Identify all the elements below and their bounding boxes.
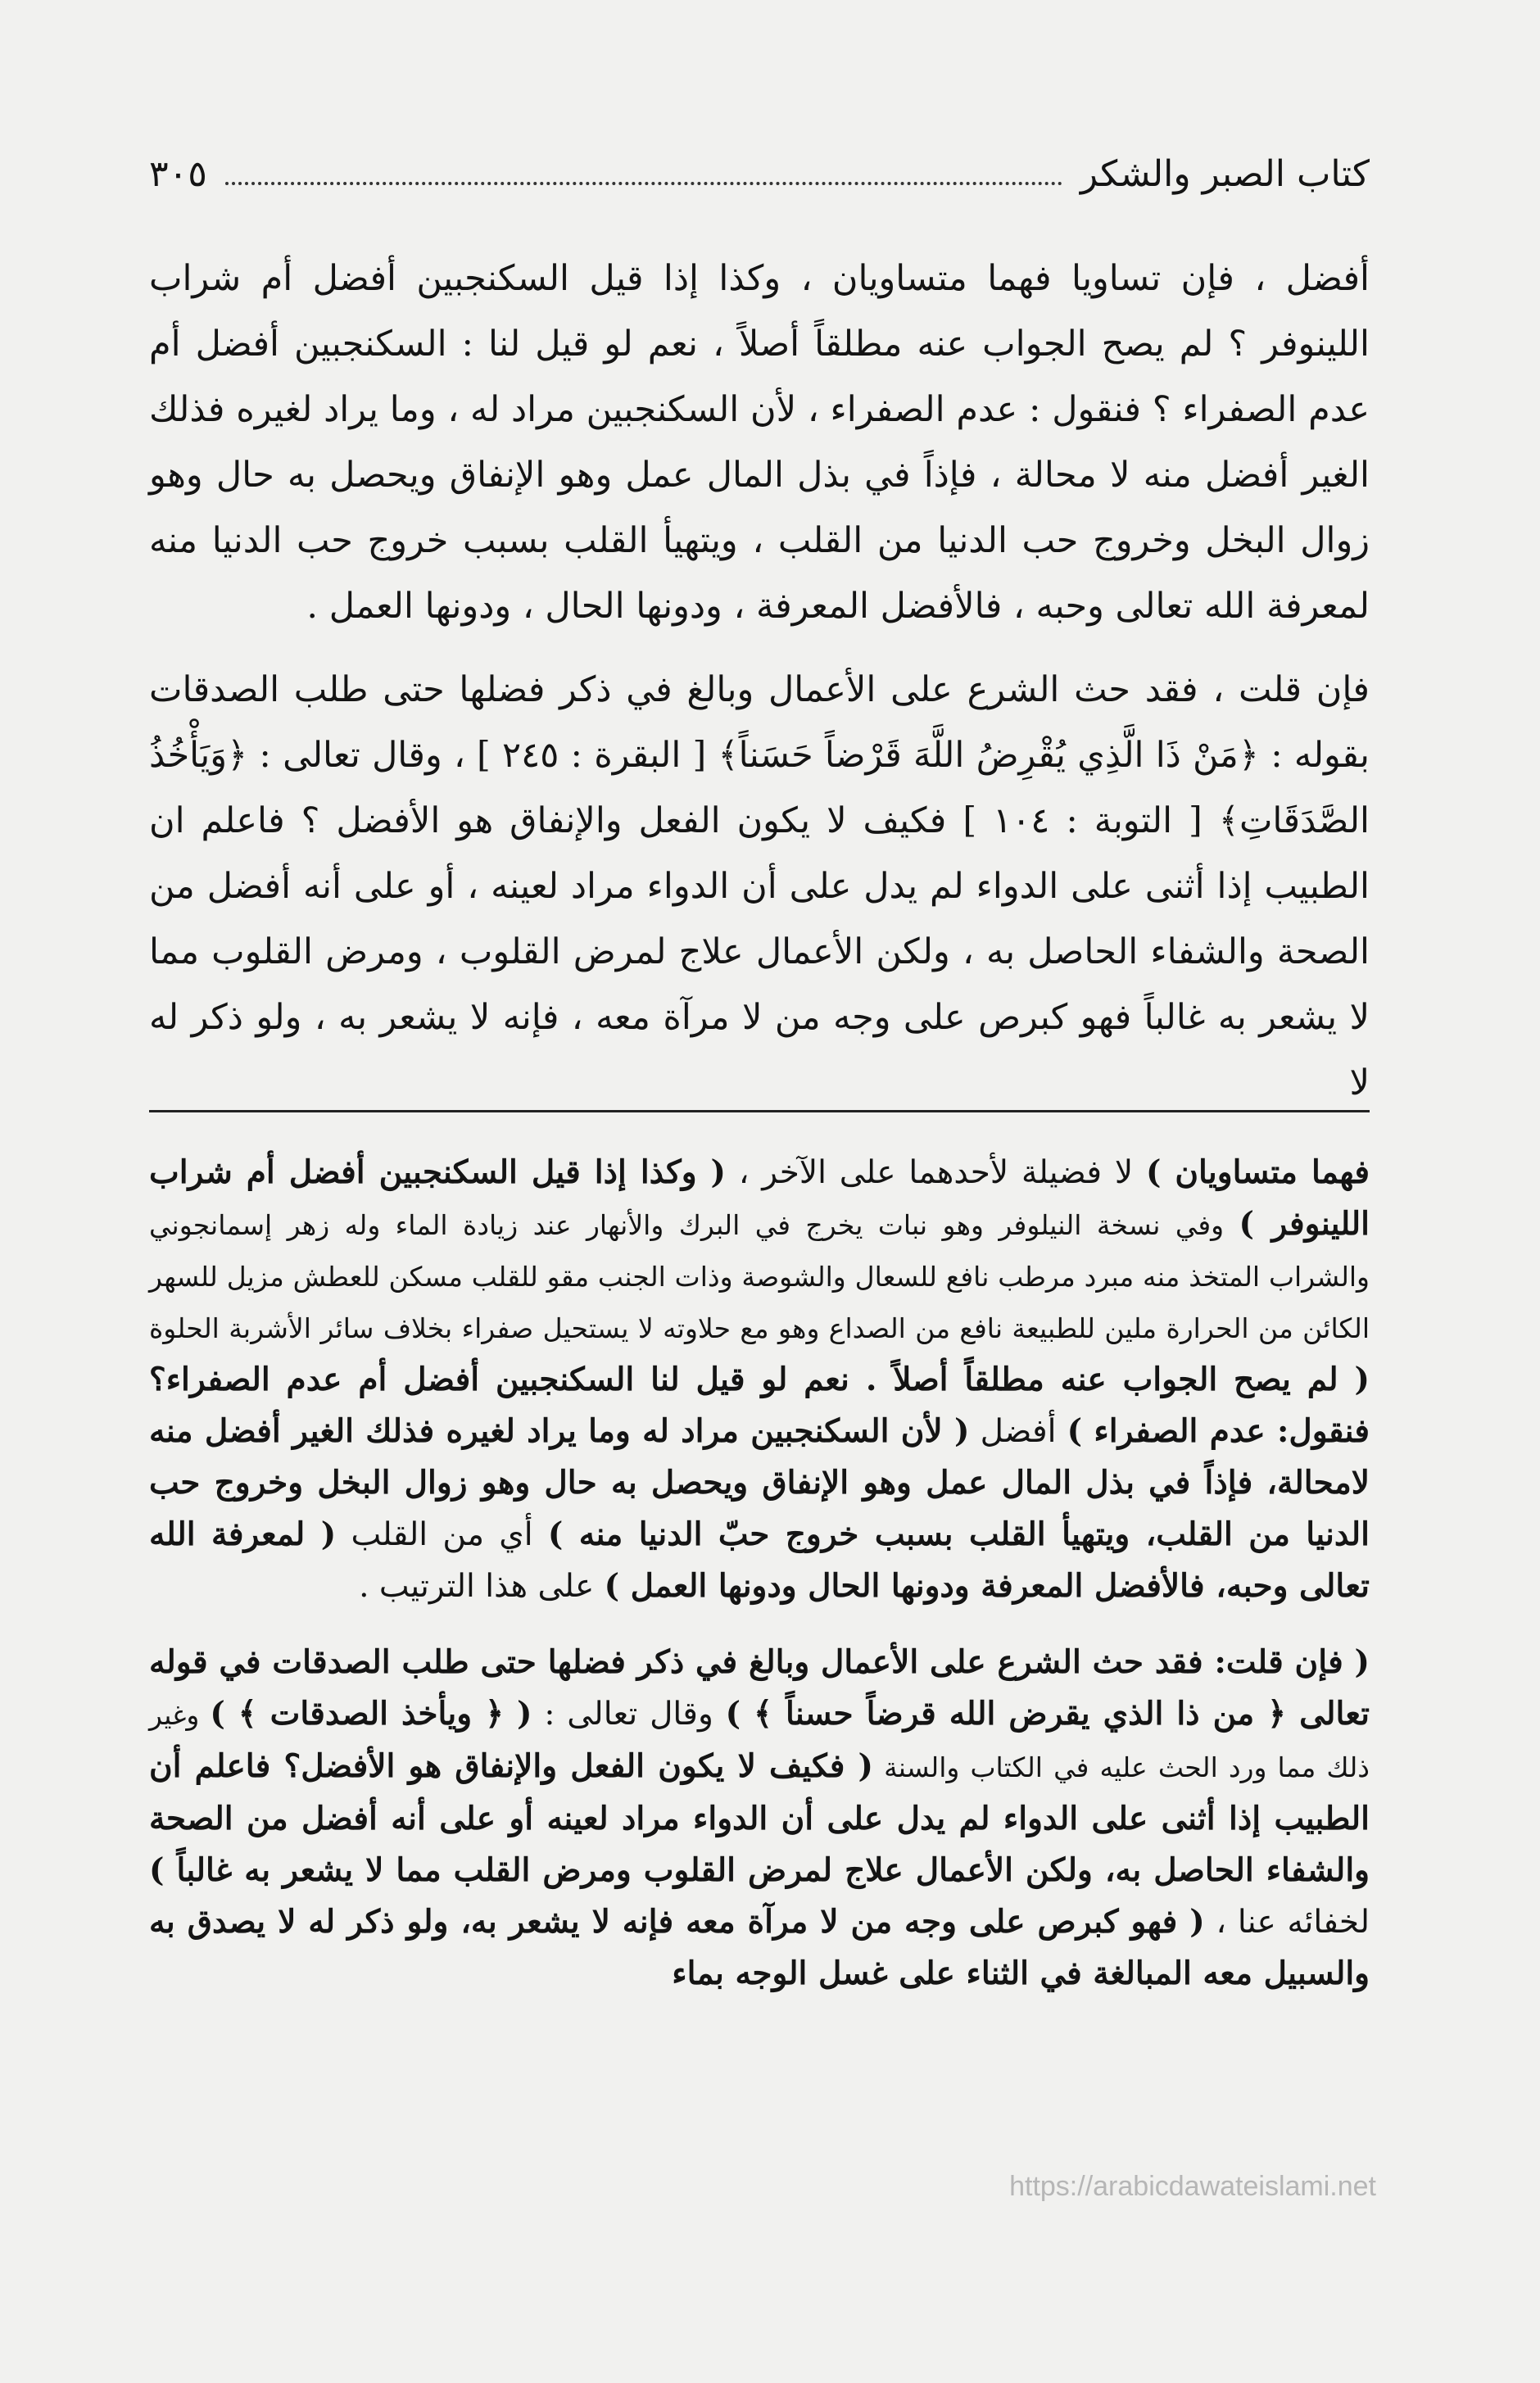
footnote-divider xyxy=(149,1110,1370,1112)
commentary-segment: ( لمعرفة الله تعالى وحبه، فالأفضل المعرفة ودونها الحال ودونها العمل ) xyxy=(149,1515,1370,1605)
commentary-segment: أي من القلب xyxy=(336,1516,548,1553)
commentary-segment: ( لم يصح الجواب عنه مطلقاً أصلاً . نعم لو قيل لنا السكنجبين أفضل أم عدم الصفراء؟ فنقول: عدم الصفراء ) xyxy=(149,1361,1370,1450)
commentary-segment: على هذا الترتيب . xyxy=(359,1568,605,1605)
commentary-segment: ( فإن قلت: فقد حث الشرع على الأعمال وبالغ في ذكر فضلها حتى طلب الصدقات في قوله تعالى ﴿ من ذا الذي يقرض الله قرضاً حسناً ﴾ ) xyxy=(149,1643,1370,1733)
watermark-url: https://arabicdawateislami.net xyxy=(1009,2171,1376,2202)
commentary-segment: ( ﴿ ويأخذ الصدقات ﴾ ) xyxy=(210,1695,532,1733)
book-title: كتاب الصبر والشكر xyxy=(1080,153,1370,195)
commentary-segment: ( وكذا إذا قيل السكنجبين أفضل أم شراب اللينوفر ) xyxy=(149,1153,1370,1243)
commentary-segment: ( فهو كبرص على وجه من لا مرآة معه فإنه لا يشعر به، ولو ذكر له لا يصدق به والسبيل معه المبالغة في الثناء على غسل الوجه بماء xyxy=(149,1903,1370,1992)
commentary-segment: لا فضيلة لأحدهما على الآخر ، xyxy=(726,1154,1146,1191)
commentary-segment: وغير ذلك مما ورد الحث عليه في الكتاب والسنة xyxy=(149,1699,1370,1783)
commentary-segment: لخفائه عنا ، xyxy=(1204,1904,1370,1941)
commentary-segment: فهما متساويان ) xyxy=(1145,1153,1370,1191)
commentary-segment: ( لأن السكنجبين مراد له وما يراد لغيره فذلك الغير أفضل منه لامحالة، فإذاً في بذل المال عمل وهو الإنفاق ويحصل به حال وهو زوال البخل وخروج حب الدنيا من القلب، ويتهيأ القلب بسبب خروج حبّ الدنيا منه ) xyxy=(149,1412,1370,1553)
main-text xyxy=(149,246,1370,1116)
commentary-section xyxy=(149,1147,1370,2000)
page-header xyxy=(149,138,1370,195)
commentary-paragraph-2 xyxy=(149,1637,1370,2000)
header-dotted-leader xyxy=(225,182,1062,185)
page-number: ٣٠٥ xyxy=(149,153,207,195)
commentary-segment: وقال تعالى : xyxy=(532,1696,726,1733)
main-paragraph-1: أفضل ، فإن تساويا فهما متساويان ، وكذا إذا قيل السكنجبين أفضل أم شراب اللينوفر ؟ لم يصح الجواب عنه مطلقاً أصلاً ، نعم لو قيل لنا : السكنجبين أفضل أم عدم الصفراء ؟ فنقول : عدم الصفراء ، لأن السكنجبين مراد له ، وما يراد لغيره فذلك الغير أفضل منه لا محالة ، فإذاً في بذل المال عمل وهو الإنفاق ويحصل به حال وهو زوال البخل وخروج حب الدنيا من القلب ، ويتهيأ القلب بسبب خروج حب الدنيا منه لمعرفة الله تعالى وحبه ، فالأفضل المعرفة ، ودونها الحال ، ودونها العمل . xyxy=(149,258,1370,627)
main-paragraph-2: فإن قلت ، فقد حث الشرع على الأعمال وبالغ في ذكر فضلها حتى طلب الصدقات بقوله : ﴿مَنْ ذَا الَّذِي يُقْرِضُ اللَّهَ قَرْضاً حَسَناً﴾ [ البقرة : ٢٤٥ ] ، وقال تعالى : ﴿وَيَأْخُذُ الصَّدَقَاتِ﴾ [ التوبة : ١٠٤ ] فكيف لا يكون الفعل والإنفاق هو الأفضل ؟ فاعلم ان الطبيب إذا أثنى على الدواء لم يدل على أن الدواء مراد لعينه ، أو على أنه أفضل من الصحة والشفاء الحاصل به ، ولكن الأعمال علاج لمرض القلوب ، ومرض القلوب مما لا يشعر به غالباً فهو كبرص على وجه من لا مرآة معه ، فإنه لا يشعر به ، ولو ذكر له لا xyxy=(149,669,1370,1103)
commentary-paragraph-1 xyxy=(149,1147,1370,1612)
commentary-segment: أفضل xyxy=(969,1413,1067,1450)
commentary-segment: وفي نسخة النيلوفر وهو نبات يخرج في البرك والأنهار عند زيادة الماء وله زهر إسمانجوني والشراب المتخذ منه مبرد مرطب نافع للسعال والشوصة وذات الجنب مقو للقلب مسكن للعطش مزيل للسهر الكائن من الحرارة ملين للطبيعة نافع من الصداع وهو مع حلاوته لا يستحيل صفراء بخلاف سائر الأشربة الحلوة xyxy=(149,1209,1370,1344)
commentary-segment: ( فكيف لا يكون الفعل والإنفاق هو الأفضل؟ فاعلم أن الطبيب إذا أثنى على الدواء لم يدل على أن الدواء مراد لعينه أو على أنه أفضل من الصحة والشفاء الحاصل به، ولكن الأعمال علاج لمرض القلوب ومرض القلب مما لا يشعر به غالباً ) xyxy=(149,1747,1370,1889)
